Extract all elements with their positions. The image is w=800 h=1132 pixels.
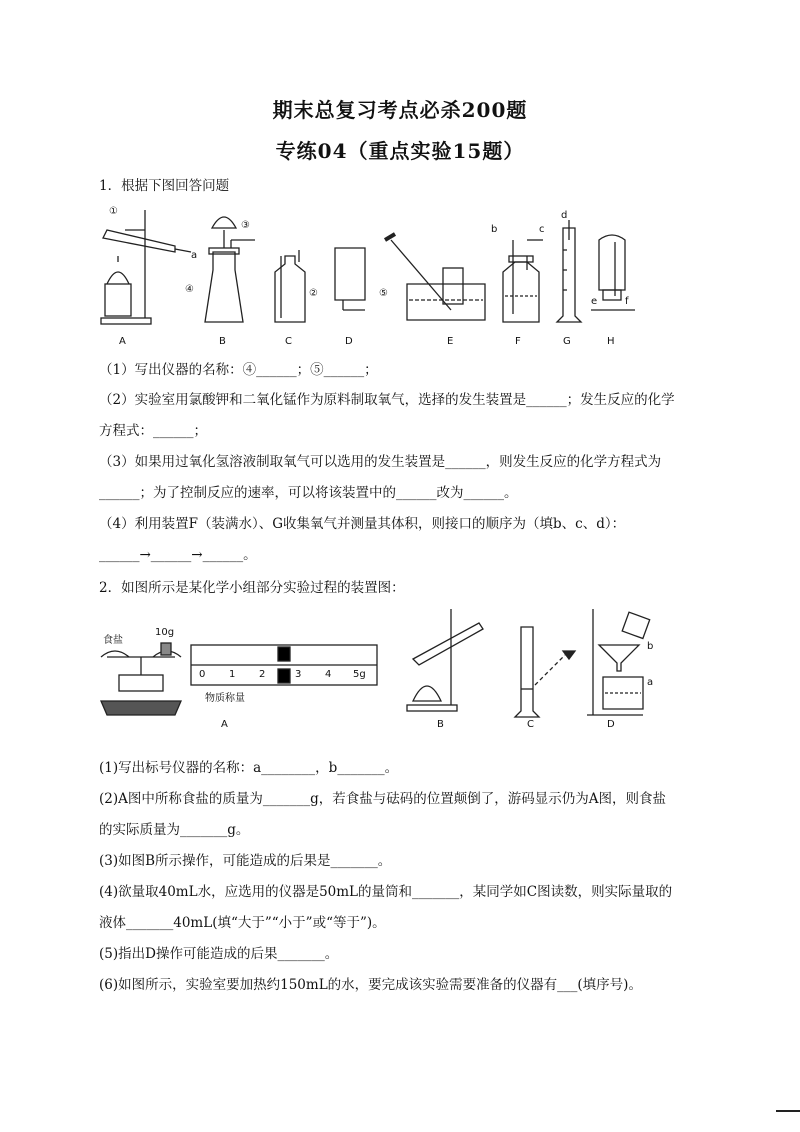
figure1-letter-e: e bbox=[591, 296, 598, 307]
apparatus-a-test-tube bbox=[103, 230, 175, 252]
question-2-line-1: (1)写出标号仪器的名称：a________，b_______。 bbox=[99, 760, 399, 776]
question-1-line-4: （3）如果用过氧化氢溶液制取氧气可以选用的发生装置是______，则发生反应的化学方程式为 bbox=[99, 454, 662, 470]
question-2-stem: 2．如图所示是某化学小组部分实验过程的装置图： bbox=[99, 580, 405, 596]
figure1-label-c: C bbox=[285, 336, 292, 347]
page-subtitle: 专练04（重点实验15题） bbox=[275, 139, 525, 163]
question-2-line-3: 的实际质量为_______g。 bbox=[99, 822, 250, 838]
rider-top bbox=[278, 647, 290, 661]
figure1-label-a: A bbox=[119, 336, 126, 347]
figure1-letter-a: a bbox=[191, 250, 198, 261]
apparatus-g-cylinder bbox=[557, 228, 581, 322]
apparatus-b-test-tube bbox=[413, 623, 483, 665]
apparatus-a-base bbox=[101, 318, 151, 324]
apparatus-f-bottle bbox=[503, 262, 539, 322]
question-2-line-7: (5)指出D操作可能造成的后果_______。 bbox=[99, 946, 339, 962]
figure1-mark-5: ⑤ bbox=[379, 288, 388, 299]
apparatus-c-cylinder bbox=[515, 627, 539, 717]
apparatus-a-lamp bbox=[107, 272, 129, 284]
balance-body bbox=[119, 675, 163, 691]
question-2-line-2: (2)A图中所称食盐的质量为_______g，若食盐与砝码的位置颠倒了，游码显示仍为A图，则食盐 bbox=[99, 791, 667, 807]
ruler-tick-3: 3 bbox=[295, 669, 302, 680]
question-1-stem: 1．根据下图回答问题 bbox=[99, 178, 230, 194]
page-title: 期末总复习考点必杀200题 bbox=[272, 98, 528, 122]
balance-left-pan bbox=[101, 651, 129, 657]
question-1-line-2: （2）实验室用氯酸钾和二氧化锰作为原料制取氧气，选择的发生装置是______；发生反应的化学 bbox=[99, 392, 675, 408]
apparatus-c-bottle bbox=[275, 256, 305, 322]
figure1-label-b: B bbox=[219, 336, 226, 347]
figure1-mark-3: ③ bbox=[241, 220, 250, 231]
question-1-line-7: ______→______→______。 bbox=[99, 547, 257, 563]
figure2-label-c: C bbox=[527, 719, 534, 730]
apparatus-b-lamp bbox=[413, 686, 441, 701]
figure1-label-d: D bbox=[345, 336, 353, 347]
apparatus-d-funnel bbox=[599, 645, 639, 671]
figure1-mark-1: ① bbox=[109, 206, 118, 217]
ruler-tick-1: 1 bbox=[229, 669, 236, 680]
question-2-line-5: (4)欲量取40mL水，应选用的仪器是50mL的量筒和_______，某同学如C图读数，则实际量取的 bbox=[99, 884, 673, 900]
figure1-label-f: F bbox=[515, 336, 521, 347]
apparatus-a-block bbox=[105, 284, 131, 316]
ruler-tick-2: 2 bbox=[259, 669, 266, 680]
apparatus-b-flask bbox=[205, 252, 243, 322]
apparatus-diagram-1 bbox=[95, 200, 655, 350]
question-1-line-1: （1）写出仪器的名称：④______；⑤______； bbox=[99, 362, 378, 378]
figure1-letter-c: c bbox=[539, 224, 545, 235]
apparatus-e-trough bbox=[407, 284, 485, 320]
apparatus-diagram-2 bbox=[95, 605, 665, 735]
ruler-tick-4: 4 bbox=[325, 669, 332, 680]
figure2-label-a: A bbox=[221, 719, 228, 730]
apparatus-d-bottle bbox=[335, 248, 365, 300]
apparatus-b-funnel bbox=[212, 217, 236, 228]
weight-icon bbox=[161, 643, 171, 655]
balance-weight-label: 10g bbox=[155, 627, 175, 638]
figure2-letter-b: b bbox=[647, 641, 654, 652]
ruler-tick-0: 0 bbox=[199, 669, 206, 680]
question-2-line-4: (3)如图B所示操作，可能造成的后果是_______。 bbox=[99, 853, 392, 869]
question-1-line-3: 方程式：______； bbox=[99, 423, 207, 439]
rider-bottom bbox=[278, 669, 290, 683]
apparatus-d-pouring-beaker bbox=[622, 612, 650, 638]
figure2-label-b: B bbox=[437, 719, 444, 730]
page-edge-mark bbox=[776, 1110, 800, 1112]
figure1-mark-2: ② bbox=[309, 288, 318, 299]
figure1-mark-4: ④ bbox=[185, 284, 194, 295]
question-2-figure bbox=[95, 605, 665, 735]
figure2-letter-a: a bbox=[647, 677, 654, 688]
question-1-line-6: （4）利用装置F（装满水）、G收集氧气并测量其体积，则接口的顺序为（填b、c、d）： bbox=[99, 516, 626, 532]
figure1-letter-d: d bbox=[561, 210, 568, 221]
question-2-line-8: (6)如图所示，实验室要加热约150mL的水，要完成该实验需要准备的仪器有___(填序号)。 bbox=[99, 977, 642, 993]
figure1-letter-f: f bbox=[625, 296, 629, 307]
figure2-label-d: D bbox=[607, 719, 615, 730]
question-2-line-6: 液体_______40mL(填“大于”“小于”或“等于”)。 bbox=[99, 915, 386, 931]
figure1-label-e: E bbox=[447, 336, 454, 347]
question-1-line-5: ______；为了控制反应的速率，可以将该装置中的______改为______。 bbox=[99, 485, 518, 501]
balance-salt-label: 食盐 bbox=[103, 635, 123, 646]
figure1-label-h: H bbox=[607, 336, 615, 347]
ruler-tick-5: 5g bbox=[353, 669, 366, 680]
ruler-caption: 物质称量 bbox=[205, 693, 245, 704]
balance-base bbox=[101, 701, 181, 715]
question-1-figure bbox=[95, 200, 655, 350]
figure1-label-g: G bbox=[563, 336, 571, 347]
apparatus-h-bottle bbox=[599, 235, 625, 290]
figure1-letter-b: b bbox=[491, 224, 498, 235]
